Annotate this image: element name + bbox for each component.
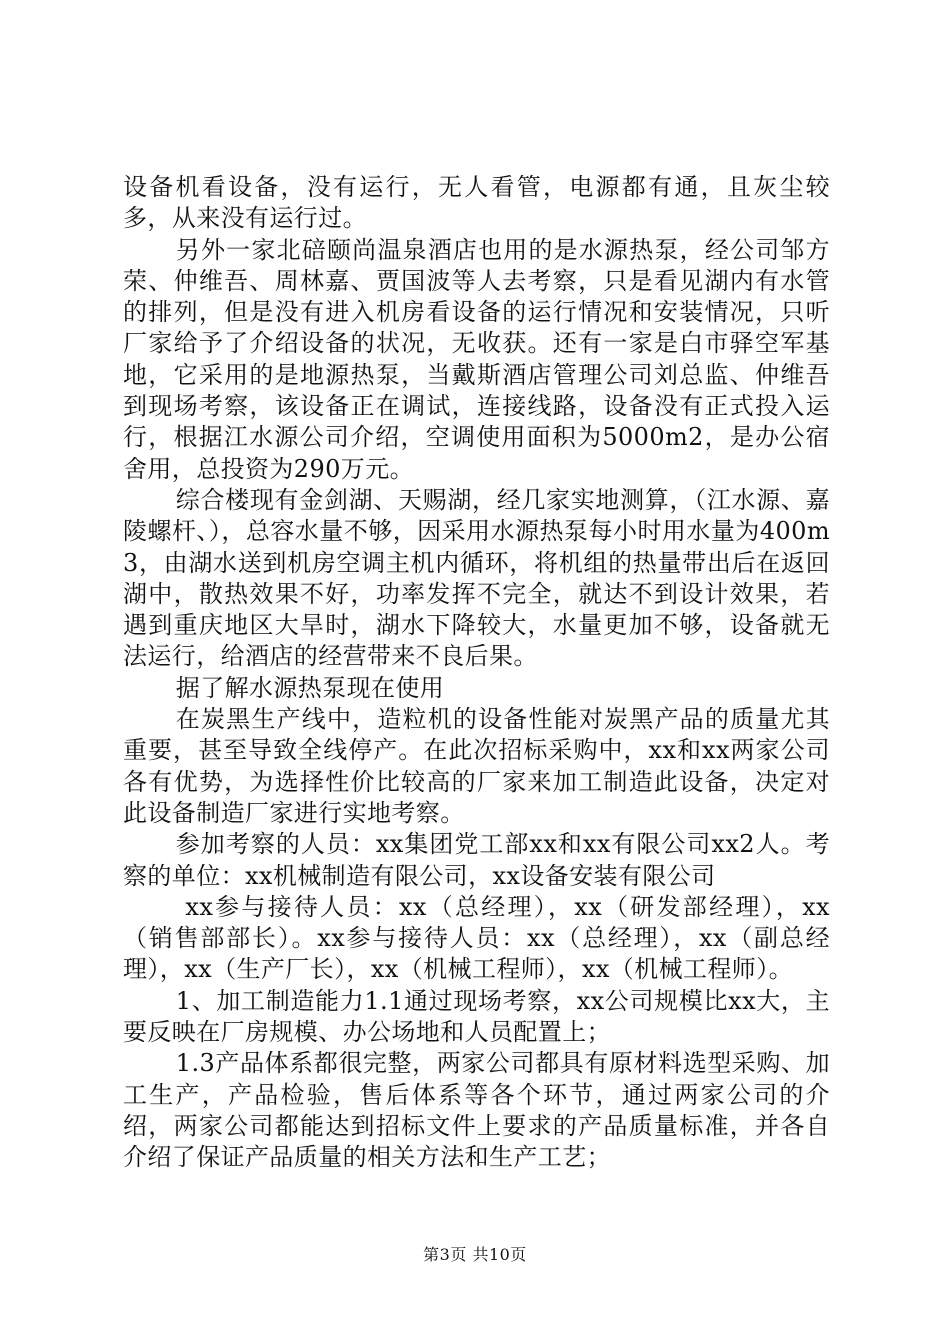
paragraph-carbon-black: 在炭黑生产线中，造粒机的设备性能对炭黑产品的质量尤其重要，甚至导致全线停产。在此次招标采购中，xx和xx两家公司各有优势，为选择性价比较高的厂家来加工制造此设备，决定对此设备制造厂家进行实地考察。 bbox=[123, 705, 830, 827]
paragraph-reception-staff: xx参与接待人员：xx（总经理），xx（研发部经理），xx（销售部部长）。xx参与接待人员：xx（总经理），xx（副总经理），xx（生产厂长），xx（机械工程师），xx（机械工程师）。 bbox=[123, 892, 830, 984]
paragraph-manufacturing-capacity: 1、加工制造能力1.1通过现场考察，xx公司规模比xx大，主要反映在厂房规模、办公场地和人员配置上； bbox=[123, 986, 830, 1047]
paragraph-product-system: 1.3产品体系都很完整，两家公司都具有原材料选型采购、加工生产，产品检验，售后体系等各个环节，通过两家公司的介绍，两家公司都能达到招标文件上要求的产品质量标准，并各自介绍了保证产品质量的相关方法和生产工艺； bbox=[123, 1049, 830, 1172]
document-body bbox=[123, 172, 830, 1174]
paragraph-heat-pump-usage: 据了解水源热泵现在使用 bbox=[175, 673, 445, 702]
paragraph-lake-capacity: 综合楼现有金剑湖、天赐湖，经几家实地测算，（江水源、嘉陵螺杆、），总容水量不够，因采用水源热泵每小时用水量为400m3，由湖水送到机房空调主机内循环，将机组的热量带出后在返回湖中，散热效果不好，功率发挥不完全，就达不到设计效果，若遇到重庆地区大旱时，湖水下降较大，水量更加不够，设备就无法运行，给酒店的经营带来不良后果。 bbox=[123, 485, 830, 671]
paragraph-hotel-inspection: 另外一家北碚颐尚温泉酒店也用的是水源热泵，经公司邹方荣、仲维吾、周林嘉、贾国波等人去考察，只是看见湖内有水管的排列，但是没有进入机房看设备的运行情况和安装情况，只听厂家给予了介绍设备的状况，无收获。还有一家是白市驿空军基地，它采用的是地源热泵，当戴斯酒店管理公司刘总监、仲维吾到现场考察，该设备正在调试，连接线路，设备没有正式投入运行，根据江水源公司介绍，空调使用面积为5000m2，是办公宿舍用，总投资为290万元。 bbox=[123, 235, 830, 483]
paragraph-continuation: 设备机看设备，没有运行，无人看管，电源都有通，且灰尘较多，从来没有运行过。 bbox=[123, 173, 830, 233]
page-number-footer: 第3页 共10页 bbox=[423, 1245, 527, 1264]
paragraph-inspection-members: 参加考察的人员：xx集团党工部xx和xx有限公司xx2人。考察的单位：xx机械制造有限公司，xx设备安装有限公司 bbox=[123, 830, 830, 890]
